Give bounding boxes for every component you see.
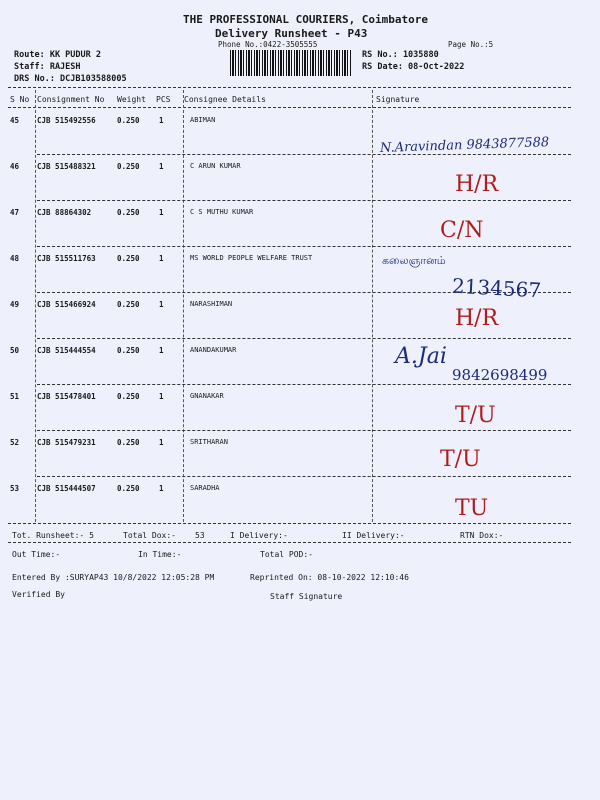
row-rule — [37, 200, 571, 201]
row-rule — [37, 154, 571, 155]
in-time: In Time:- — [138, 550, 182, 559]
signature-row-48-name: கலைஞானம் — [382, 254, 446, 267]
col-consignee: Consignee Details — [184, 95, 266, 104]
signature-row-45: N.Aravindan 9843877588 — [379, 135, 550, 156]
row-pcs: 1 — [159, 438, 164, 447]
signature-row-48-number: 2134567 — [451, 273, 542, 303]
row-weight: 0.250 — [117, 162, 140, 171]
row-rule — [37, 384, 571, 385]
row-weight: 0.250 — [117, 208, 140, 217]
row-rule — [37, 476, 571, 477]
header-rule-bottom — [8, 107, 571, 108]
drs-number: DRS No.: DCJB103588005 — [14, 74, 127, 84]
row-consignment: CJB 515478401 — [37, 392, 96, 401]
rtn-dox: RTN Dox:- — [460, 531, 504, 540]
header-rule-top — [8, 87, 571, 88]
signature-row-50-number: 9842698499 — [452, 366, 548, 384]
signature-row-50-name: A.Jai — [395, 344, 447, 369]
total-pod: Total POD:- — [260, 550, 313, 559]
row-sno: 53 — [10, 484, 20, 493]
row-sno: 45 — [10, 116, 20, 125]
signature-row-49: H/R — [455, 306, 499, 331]
row-sno: 47 — [10, 208, 20, 217]
row-pcs: 1 — [159, 346, 164, 355]
row-rule — [37, 246, 571, 247]
row-pcs: 1 — [159, 392, 164, 401]
reprinted-on: Reprinted On: 08-10-2022 12:10:46 — [250, 573, 409, 582]
staff-label: Staff: RAJESH — [14, 62, 81, 72]
company-title: THE PROFESSIONAL COURIERS, Coimbatore — [183, 13, 429, 26]
row-pcs: 1 — [159, 208, 164, 217]
rs-number: RS No.: 1035880 — [362, 50, 439, 60]
row-sno: 46 — [10, 162, 20, 171]
col-pcs: PCS — [156, 95, 171, 104]
row-pcs: 1 — [159, 162, 164, 171]
row-weight: 0.250 — [117, 484, 140, 493]
col-sno: S No — [10, 95, 30, 104]
staff-signature: Staff Signature — [270, 592, 343, 601]
tot-runsheet: Tot. Runsheet:- 5 — [12, 531, 94, 540]
row-pcs: 1 — [159, 484, 164, 493]
row-rule — [37, 430, 571, 431]
runsheet-title: Delivery Runsheet - P43 — [215, 27, 368, 40]
row-consignee: NARASHIMAN — [190, 300, 233, 308]
signature-row-47: C/N — [440, 218, 484, 243]
total-dox-label: Total Dox:- — [123, 531, 176, 540]
signature-row-46: H/R — [455, 172, 499, 197]
signature-row-51: T/U — [455, 403, 496, 428]
row-consignee: ABIMAN — [190, 116, 216, 124]
row-consignee: SARADHA — [190, 484, 220, 492]
ii-delivery: II Delivery:- — [342, 531, 405, 540]
row-consignment: CJB 515511763 — [37, 254, 96, 263]
row-weight: 0.250 — [117, 254, 140, 263]
row-consignment: CJB 515479231 — [37, 438, 96, 447]
row-pcs: 1 — [159, 300, 164, 309]
col-signature: Signature — [376, 95, 420, 104]
row-consignee: GNANAKAR — [190, 392, 224, 400]
row-consignment: CJB 515492556 — [37, 116, 96, 125]
row-weight: 0.250 — [117, 438, 140, 447]
row-consignee: C S MUTHU KUMAR — [190, 208, 254, 216]
row-rule — [37, 338, 571, 339]
row-weight: 0.250 — [117, 300, 140, 309]
row-sno: 52 — [10, 438, 20, 447]
total-dox-value: 53 — [195, 531, 205, 540]
row-pcs: 1 — [159, 116, 164, 125]
page-number: Page No.:5 — [448, 40, 494, 49]
i-delivery: I Delivery:- — [230, 531, 288, 540]
signature-row-53: TU — [455, 496, 489, 521]
row-sno: 50 — [10, 346, 20, 355]
out-time: Out Time:- — [12, 550, 61, 559]
totals-rule-bottom — [8, 542, 571, 543]
row-consignment: CJB 88864302 — [37, 208, 92, 217]
phone-number: Phone No.:0422-3505555 — [218, 40, 318, 49]
row-consignment: CJB 515444554 — [37, 346, 96, 355]
row-sno: 51 — [10, 392, 20, 401]
row-consignment: CJB 515488321 — [37, 162, 96, 171]
row-consignment: CJB 515466924 — [37, 300, 96, 309]
row-weight: 0.250 — [117, 346, 140, 355]
col-divider — [35, 90, 36, 522]
row-consignee: MS WORLD PEOPLE WELFARE TRUST — [190, 254, 313, 262]
row-consignee: C ARUN KUMAR — [190, 162, 241, 170]
col-consignment: Consignment No — [37, 95, 105, 104]
entered-by: Entered By :SURYAP43 10/8/2022 12:05:28 PM — [12, 573, 215, 582]
route-label: Route: KK PUDUR 2 — [14, 50, 101, 60]
totals-rule — [8, 523, 571, 524]
rs-date: RS Date: 08-Oct-2022 — [362, 62, 465, 72]
row-weight: 0.250 — [117, 392, 140, 401]
row-sno: 48 — [10, 254, 20, 263]
verified-by: Verified By — [12, 590, 65, 599]
signature-row-52: T/U — [440, 447, 481, 472]
row-pcs: 1 — [159, 254, 164, 263]
row-consignee: SRITHARAN — [190, 438, 228, 446]
barcode — [230, 50, 352, 76]
row-sno: 49 — [10, 300, 20, 309]
col-weight: Weight — [117, 95, 146, 104]
row-weight: 0.250 — [117, 116, 140, 125]
row-consignment: CJB 515444507 — [37, 484, 96, 493]
row-consignee: ANANDAKUMAR — [190, 346, 237, 354]
